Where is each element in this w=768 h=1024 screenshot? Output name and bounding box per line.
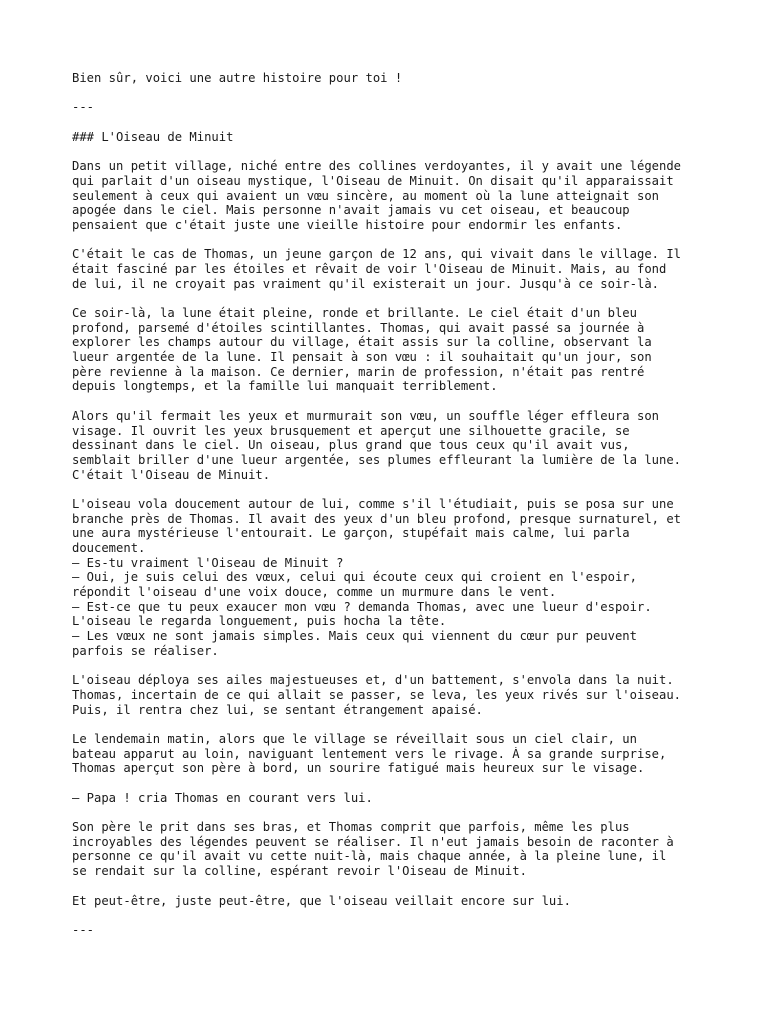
paragraph: [72, 894, 712, 909]
paragraph-line: parfois se réaliser.: [72, 643, 219, 658]
dialogue-line: – Est-ce que tu peux exaucer mon vœu ? demanda Thomas, avec une lueur d'espoir.: [72, 599, 652, 614]
blank-line: [72, 776, 712, 791]
paragraph: [72, 791, 712, 806]
paragraph-line: était fasciné par les étoiles et rêvait de voir l'Oiseau de Minuit. Mais, au fond: [72, 261, 667, 276]
paragraph-line: explorer les champs autour du village, était assis sur la colline, observant la: [72, 335, 652, 350]
paragraph-line: Ce soir-là, la lune était pleine, ronde et brillante. Le ciel était d'un bleu: [72, 306, 637, 320]
paragraph-line: lueur argentée de la lune. Il pensait à son vœu : il souhaitait qu'un jour, son: [72, 350, 652, 365]
paragraph: [72, 247, 712, 291]
blank-line: [72, 394, 712, 409]
paragraph-line: père revienne à la maison. Ce dernier, marin de profession, n'était pas rentré: [72, 364, 645, 379]
paragraph-line: personne ce qu'il avait vu cette nuit-là, mais chaque année, à la pleine lune, il: [72, 849, 667, 864]
intro-line: Bien sûr, voici une autre histoire pour toi !: [72, 71, 403, 85]
paragraph: [72, 306, 712, 394]
paragraph-line: seulement à ceux qui avaient un vœu sincère, au moment où la lune atteignait son: [72, 188, 659, 203]
dialogue-line: – Papa ! cria Thomas en courant vers lui.: [72, 790, 373, 805]
paragraph-line: Le lendemain matin, alors que le village se réveillait sous un ciel clair, un: [72, 731, 637, 746]
paragraph: [72, 673, 712, 717]
dialogue-line: – Oui, je suis celui des vœux, celui qui écoute ceux qui croient en l'espoir,: [72, 570, 637, 585]
paragraph-line: semblait briller d'une lueur argentée, ses plumes effleurant la lumière de la lune.: [72, 452, 682, 467]
paragraph-line: Puis, il rentra chez lui, se sentant étrangement apaisé.: [72, 702, 483, 717]
blank-line: [72, 717, 712, 732]
document-page: [72, 71, 712, 938]
dialogue-line: – Es-tu vraiment l'Oiseau de Minuit ?: [72, 555, 344, 570]
blank-line: [72, 908, 712, 923]
paragraph-line: pensaient que c'était juste une vieille histoire pour endormir les enfants.: [72, 217, 623, 232]
paragraph-line: visage. Il ouvrit les yeux brusquement et aperçut une silhouette gracile, se: [72, 423, 630, 438]
paragraph-line: Dans un petit village, niché entre des collines verdoyantes, il y avait une légende: [72, 159, 682, 174]
paragraph-line: répondit l'oiseau d'une voix douce, comme un murmure dans le vent.: [72, 585, 557, 600]
blank-line: [72, 115, 712, 130]
paragraph: [72, 497, 712, 659]
paragraph-line: apogée dans le ciel. Mais personne n'avait jamais vu cet oiseau, et beaucoup: [72, 203, 630, 218]
paragraph-line: Thomas aperçut son père à bord, un sourire fatigué mais heureux sur le visage.: [72, 761, 645, 776]
paragraph-line: L'oiseau le regarda longuement, puis hocha la tête.: [72, 614, 447, 629]
blank-line: [72, 233, 712, 248]
paragraph-line: dessinant dans le ciel. Un oiseau, plus grand que tous ceux qu'il avait vus,: [72, 438, 630, 453]
paragraph-line: C'était le cas de Thomas, un jeune garçon de 12 ans, qui vivait dans le village. Il: [72, 247, 682, 262]
blank-line: [72, 482, 712, 497]
blank-line: [72, 144, 712, 159]
paragraph-line: Alors qu'il fermait les yeux et murmurait son vœu, un souffle léger effleura son: [72, 408, 659, 423]
paragraph: [72, 409, 712, 482]
paragraph-line: Son père le prit dans ses bras, et Thomas comprit que parfois, même les plus: [72, 820, 630, 835]
blank-line: [72, 659, 712, 674]
paragraph-line: depuis longtemps, et la famille lui manquait terriblement.: [72, 379, 498, 394]
paragraph-line: Et peut-être, juste peut-être, que l'oiseau veillait encore sur lui.: [72, 893, 571, 908]
separator-bottom: ---: [72, 922, 95, 937]
paragraph-line: Thomas, incertain de ce qui allait se passer, se leva, les yeux rivés sur l'oiseau.: [72, 687, 682, 702]
blank-line: [72, 291, 712, 306]
paragraph-line: se rendait sur la colline, espérant revoir l'Oiseau de Minuit.: [72, 864, 527, 879]
story-heading: ### L'Oiseau de Minuit: [72, 129, 234, 144]
paragraph: [72, 732, 712, 776]
blank-line: [72, 805, 712, 820]
paragraph-line: L'oiseau déploya ses ailes majestueuses et, d'un battement, s'envola dans la nuit.: [72, 673, 674, 688]
paragraph-line: branche près de Thomas. Il avait des yeux d'un bleu profond, presque surnaturel, et: [72, 511, 682, 526]
paragraph-line: une aura mystérieuse l'entourait. Le garçon, stupéfait mais calme, lui parla: [72, 526, 630, 541]
paragraph-line: qui parlait d'un oiseau mystique, l'Oiseau de Minuit. On disait qu'il apparaissait: [72, 173, 674, 188]
separator-top: ---: [72, 100, 95, 115]
dialogue-line: – Les vœux ne sont jamais simples. Mais ceux qui viennent du cœur pur peuvent: [72, 629, 637, 644]
paragraph-line: bateau apparut au loin, naviguant lentement vers le rivage. À sa grande surprise,: [72, 746, 667, 761]
paragraph: [72, 159, 712, 232]
paragraph: [72, 820, 712, 879]
blank-line: [72, 86, 712, 101]
paragraph-line: incroyables des légendes peuvent se réaliser. Il n'eut jamais besoin de raconter à: [72, 834, 674, 849]
paragraph-line: de lui, il ne croyait pas vraiment qu'il existerait un jour. Jusqu'à ce soir-là.: [72, 276, 659, 291]
paragraph-line: L'oiseau vola doucement autour de lui, comme s'il l'étudiait, puis se posa sur une: [72, 496, 674, 511]
paragraph-line: C'était l'Oiseau de Minuit.: [72, 467, 271, 482]
paragraph-line: doucement.: [72, 541, 146, 555]
blank-line: [72, 879, 712, 894]
paragraph-line: profond, parsemé d'étoiles scintillantes. Thomas, qui avait passé sa journée à: [72, 320, 645, 335]
